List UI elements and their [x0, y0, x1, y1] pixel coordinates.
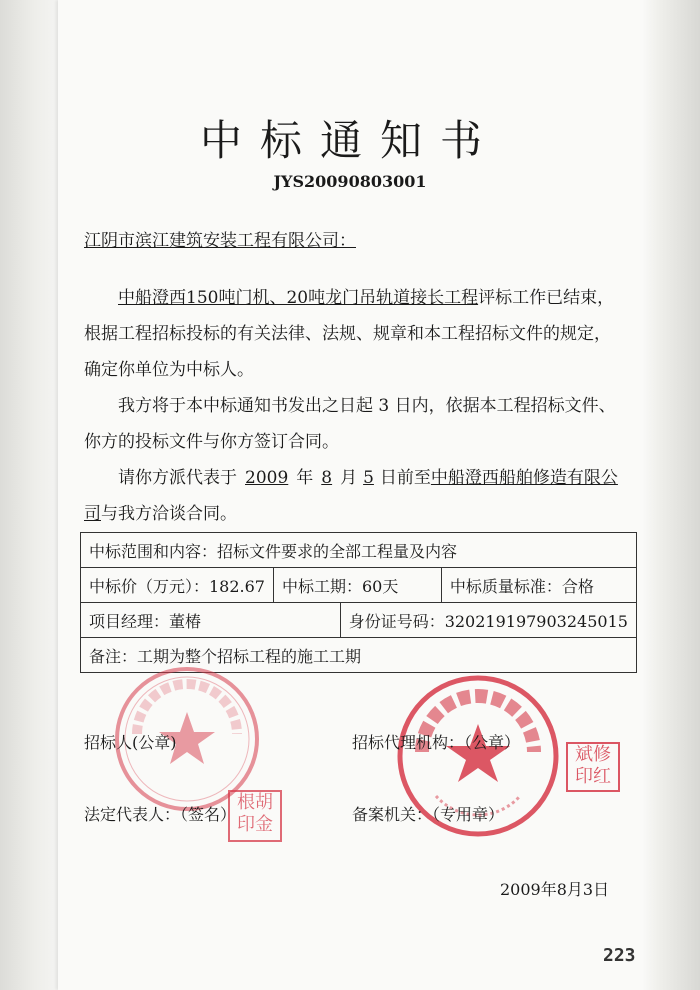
meeting-month: 8	[321, 468, 333, 488]
paragraph-2: 我方将于本中标通知书发出之日起 3 日内，依据本工程招标文件、你方的投标文件与你方签订合同。	[84, 396, 616, 452]
project-name: 中船澄西150吨门机、20吨龙门吊轨道接长工程	[118, 288, 479, 308]
remark-cell: 备注：工期为整个招标工程的施工工期	[81, 638, 637, 673]
paragraph-1-text: 评标工作已结束，根据工程招标投标的有关法律、法规、规章和本工程招标文件的规定，确定你单位为中标人。	[84, 288, 615, 380]
meeting-company: 中船澄西船舶修造有限公司	[84, 468, 618, 524]
paragraph-1	[84, 280, 624, 388]
scope-cell: 中标范围和内容：招标文件要求的全部工程量及内容	[81, 533, 637, 568]
month-unit: 月	[340, 468, 358, 488]
stamp-row: 印金	[237, 814, 273, 835]
tenderer-signature-label: 招标人(公章)	[84, 733, 177, 752]
stamp-row: 根胡	[237, 792, 273, 813]
award-details-table	[80, 532, 637, 673]
meeting-suffix: 与我方洽谈合同。	[101, 504, 237, 524]
stamp-row: 印红	[575, 766, 611, 787]
agency-signature-label: 招标代理机构：（公章）	[352, 733, 521, 752]
quality-cell: 中标质量标准：合格	[441, 568, 636, 603]
filing-signature-label: 备案机关：（专用章）	[352, 805, 505, 824]
issue-date: 2009年8月3日	[500, 880, 610, 899]
meeting-day: 5	[363, 468, 374, 488]
price-cell: 中标价（万元）：182.67	[81, 568, 274, 603]
meeting-prefix: 请你方派代表于	[118, 468, 237, 488]
period-cell: 中标工期：60天	[274, 568, 442, 603]
day-unit: 日前至	[379, 468, 431, 488]
document-title: 中标通知书	[199, 116, 500, 165]
meeting-year: 2009	[245, 468, 289, 488]
document-code: JYS20090803001	[273, 172, 427, 191]
table-row	[81, 533, 637, 568]
paragraph-3	[84, 460, 624, 532]
manager-cell: 项目经理：董椿	[81, 603, 341, 638]
year-unit: 年	[296, 468, 314, 488]
table-row	[81, 603, 637, 638]
legal-rep-signature-label: 法定代表人：（签名）	[84, 805, 237, 824]
table-row	[81, 568, 637, 603]
page-number: 223	[603, 945, 636, 966]
id-number-cell: 身份证号码：320219197903245015	[340, 603, 636, 638]
stamp-row: 斌修	[575, 744, 611, 765]
addressee: 江阴市滨江建筑安装工程有限公司：	[84, 231, 356, 251]
legal-rep-stamp	[228, 790, 282, 842]
agency-rep-stamp	[566, 742, 620, 792]
